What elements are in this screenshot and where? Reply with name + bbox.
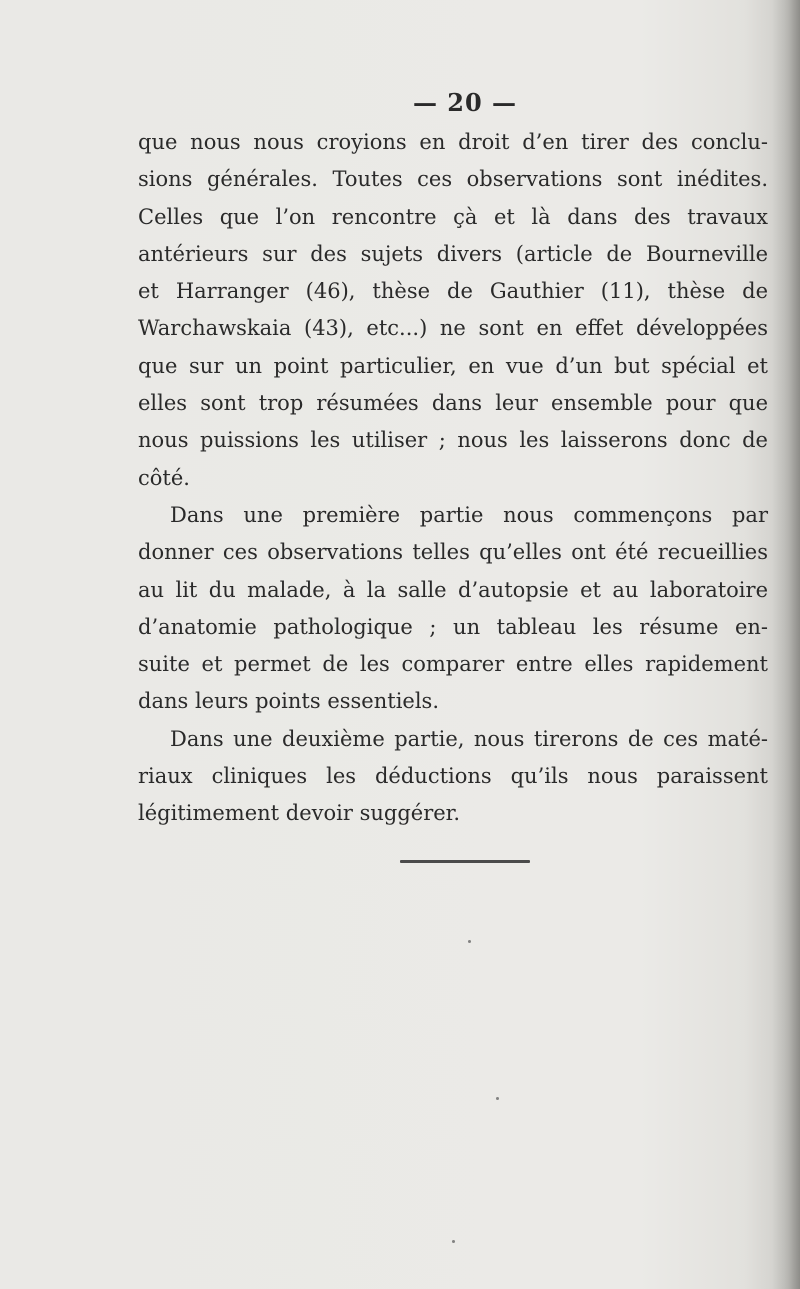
text-line: au lit du malade, à la salle d’autopsie et au laboratoire	[138, 577, 768, 602]
text-line: d’anatomie pathologique ; un tableau les résume en-	[138, 614, 768, 639]
text-line: riaux cliniques les déductions qu’ils nous paraissent	[138, 764, 768, 789]
text-line: côté.	[138, 465, 190, 490]
text-line: légitimement devoir suggérer.	[138, 801, 461, 826]
body-text	[138, 124, 768, 833]
text-line: elles sont trop résumées dans leur ensemble pour que	[138, 391, 768, 416]
text-line: suite et permet de les comparer entre elles rapidement	[138, 652, 768, 677]
text-line: Warchawskaia (43), etc...) ne sont en effet développées	[138, 316, 768, 341]
text-line: que sur un point particulier, en vue d’un but spécial et	[138, 353, 768, 378]
text-line: que nous nous croyions en droit d’en tirer des conclu-	[138, 130, 768, 154]
page-number: — 20 —	[412, 88, 518, 117]
text-line: Celles que l’on rencontre çà et là dans des travaux	[138, 204, 768, 229]
text-line: Dans une première partie nous commençons par	[170, 502, 768, 527]
text-line: sions générales. Toutes ces observations sont inédites.	[138, 167, 768, 192]
page-edge-shadow	[772, 0, 800, 1289]
paper-speck	[496, 1097, 499, 1100]
text-line: Dans une deuxième partie, nous tirerons de ces maté-	[170, 726, 768, 751]
text-line: donner ces observations telles qu’elles ont été recueillies	[138, 540, 768, 565]
text-line: antérieurs sur des sujets divers (article de Bourneville	[138, 241, 768, 266]
text-line: et Harranger (46), thèse de Gauthier (11), thèse de	[138, 279, 768, 304]
text-line: nous puissions les utiliser ; nous les laisserons donc de	[138, 428, 768, 453]
text-line: dans leurs points essentiels.	[138, 689, 440, 714]
end-rule	[400, 860, 530, 863]
paper-speck	[468, 940, 471, 943]
paper-speck	[452, 1240, 455, 1243]
